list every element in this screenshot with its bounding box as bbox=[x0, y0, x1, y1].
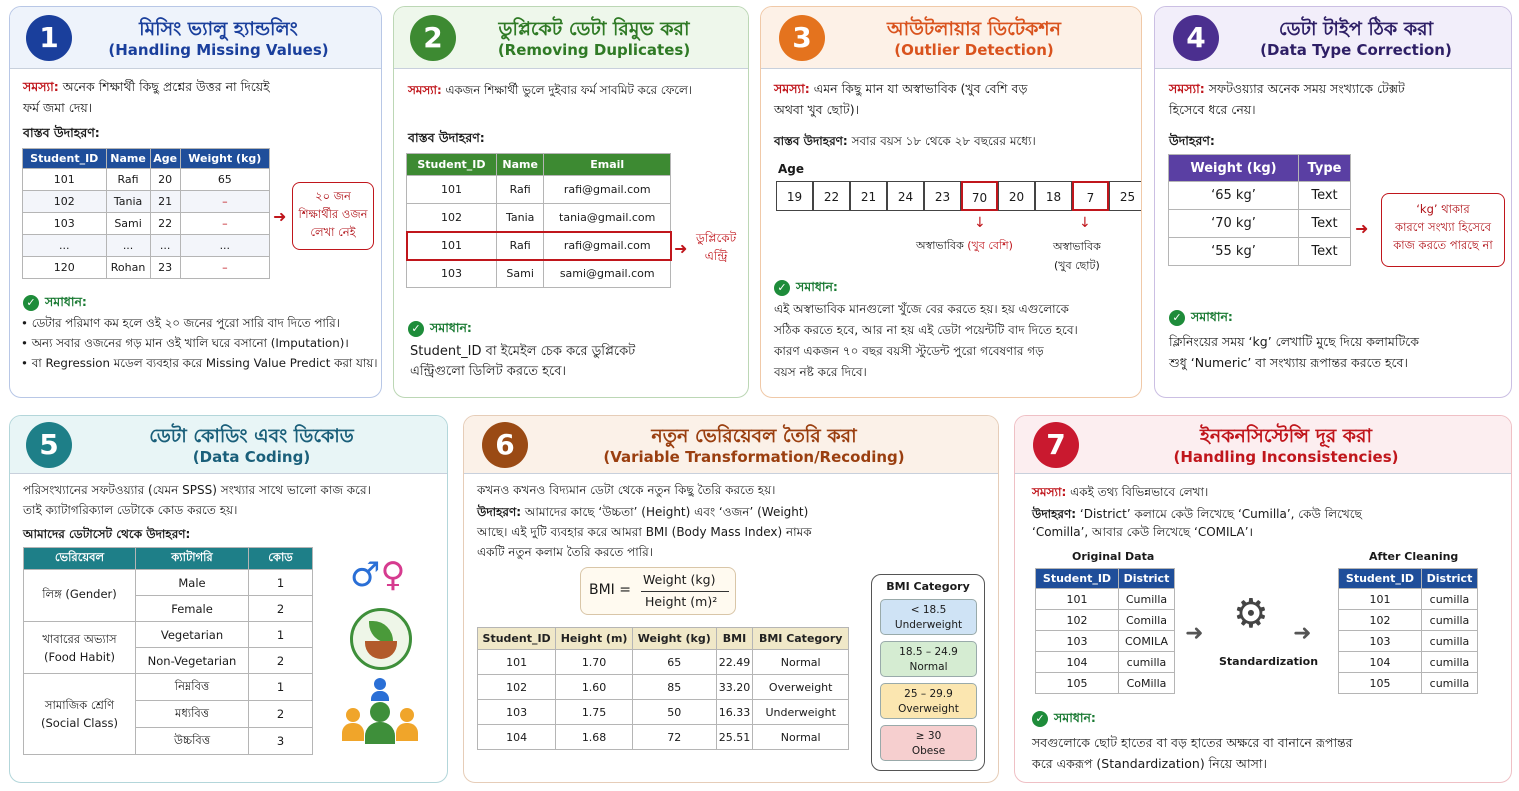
solution-text: সঠিক করতে হবে, আর না হয় এই ডেটা পয়েন্টটি বাদ দিতে হবে। bbox=[774, 323, 1078, 337]
age-value: 22 bbox=[813, 181, 850, 211]
outlier-value: 70 bbox=[961, 181, 998, 211]
outlier-value: 7 bbox=[1072, 181, 1109, 211]
solution-text: সবগুলোকে ছোট হাতের বা বড় হাতের অক্ষরে বা বানানে রূপান্তর bbox=[1032, 735, 1353, 750]
card-title: ইনকনসিস্টেন্সি দূর করা bbox=[1199, 425, 1373, 447]
step-number: 1 bbox=[26, 15, 72, 61]
solution-label: ✓ সমাধান: bbox=[408, 318, 472, 338]
card-header bbox=[1155, 7, 1511, 69]
missing-table: Student_ID Name Age Weight (kg) 101 Rafi 20 65 102 Tania 21 – 103 Sami 22 – ... ... ... ... 120 Rohan 23 – bbox=[22, 148, 270, 279]
solution-text: ক্লিনিংয়ের সময় ‘kg’ লেখাটি মুছে দিয়ে কলামটিকে bbox=[1169, 334, 1420, 349]
standardization-label: Standardization bbox=[1219, 655, 1319, 668]
table-row: 101 1.70 65 22.49 Normal bbox=[478, 650, 849, 675]
card-title: আউটলায়ার ডিটেকশন bbox=[886, 18, 1062, 40]
age-value: 19 bbox=[776, 181, 813, 211]
duplicate-label: ডুপ্লিকেট এন্ট্রি bbox=[696, 231, 737, 263]
table-row: 120 Rohan 23 – bbox=[23, 257, 270, 279]
coding-table: ভেরিয়েবল ক্যাটাগরি কোড লিঙ্গ (Gender) Male 1 Female 2 খাবারের অভ্যাস (Food Habit) Vegetarian 1 Non-Vegetarian 2 সামাজিক শ্রেণি (Social Class) নিম্নবিত্ত 1 মধ্যবিত্ত 2 উচ্চবিত্ত 3 bbox=[23, 547, 313, 755]
problem-text: সমস্যা: একজন শিক্ষার্থী ভুলে দুইবার ফর্ম সাবমিট করে ফেলে। bbox=[408, 83, 692, 97]
card-header bbox=[394, 7, 748, 69]
card-title: ডেটা টাইপ ঠিক করা bbox=[1278, 18, 1434, 40]
card-subtitle: (Variable Transformation/Recoding) bbox=[603, 448, 905, 466]
card-title: ডেটা কোডিং এবং ডিকোড bbox=[149, 425, 354, 447]
card-variable-transformation bbox=[463, 415, 999, 783]
age-value: 20 bbox=[998, 181, 1035, 211]
table-row: 103 cumilla bbox=[1339, 631, 1478, 652]
table-row: 103 COMILA bbox=[1036, 631, 1175, 652]
step-number: 2 bbox=[410, 15, 456, 61]
card-title: ডুপ্লিকেট ডেটা রিমুভ করা bbox=[498, 18, 690, 40]
bmi-category-item bbox=[880, 641, 977, 677]
solution-text: বয়স নষ্ট করে দিবে। bbox=[774, 365, 867, 379]
problem-text-2: হিসেবে ধরে নেয়। bbox=[1169, 102, 1256, 117]
step-number: 5 bbox=[26, 422, 72, 468]
card-subtitle: (Removing Duplicates) bbox=[497, 41, 691, 59]
problem-text: সমস্যা: এমন কিছু মান যা অস্বাভাবিক (খুব বেশি বড় bbox=[774, 81, 1028, 96]
intro-text: কখনও কখনও বিদ্যমান ডেটা থেকে নতুন কিছু তৈরি করতে হয়। bbox=[477, 483, 776, 497]
type-table: Weight (kg) Type ‘65 kg’ Text ‘70 kg’ Text ‘55 kg’ Text bbox=[1168, 154, 1351, 266]
bmi-table: Student_ID Height (m) Weight (kg) BMI BMI Category 101 1.70 65 22.49 Normal 102 1.60 85 33.20 Overweight 103 1.75 50 16.33 Underweight 104 1.68 72 25.51 Normal bbox=[477, 627, 849, 750]
table-row: লিঙ্গ (Gender) Male 1 bbox=[24, 570, 313, 596]
table-row: 102 cumilla bbox=[1339, 610, 1478, 631]
step-number: 6 bbox=[482, 422, 528, 468]
table-row: 103 Sami 22 – bbox=[23, 213, 270, 235]
solution-label: ✓ সমাধান: bbox=[1032, 708, 1096, 728]
male-icon: ♂ bbox=[350, 555, 381, 595]
table-row: 101 Rafi 20 65 bbox=[23, 169, 270, 191]
bmi-range: < 18.5 bbox=[910, 604, 947, 616]
table-row: 101 Cumilla bbox=[1036, 589, 1175, 610]
table-row: 105 CoMilla bbox=[1036, 673, 1175, 694]
table-row: ‘65 kg’ Text bbox=[1169, 182, 1351, 210]
arrow-right-icon: ➜ bbox=[674, 239, 688, 258]
card-header bbox=[1015, 416, 1511, 474]
age-values bbox=[776, 181, 1142, 213]
table-row: 101 cumilla bbox=[1339, 589, 1478, 610]
check-icon: ✓ bbox=[1032, 711, 1048, 727]
arrow-right-icon: ➜ bbox=[1293, 621, 1312, 646]
step-number: 7 bbox=[1033, 422, 1079, 468]
solution-text: Student_ID বা ইমেইল চেক করে ডুপ্লিকেট bbox=[410, 344, 636, 359]
bmi-category-name: Normal bbox=[909, 661, 948, 673]
solution-text: কারণ একজন ৭০ বছর বয়সী স্টুডেন্ট পুরো গবেষণার গড় bbox=[774, 344, 1044, 358]
bmi-category-name: Obese bbox=[911, 745, 946, 757]
table-row: Female 2 bbox=[24, 596, 313, 622]
problem-text-2: অথবা খুব ছোট)। bbox=[774, 102, 860, 117]
step-number: 4 bbox=[1173, 15, 1219, 61]
bmi-category-name: Overweight bbox=[898, 703, 959, 715]
original-table: Student_ID District 101 Cumilla 102 Comilla 103 COMILA 104 cumilla 105 CoMilla bbox=[1035, 568, 1175, 694]
intro-text: তাই ক্যাটাগরিক্যাল ডেটাকে কোড করতে হয়। bbox=[23, 503, 238, 517]
gear-icon: ⚙ bbox=[1233, 591, 1269, 637]
age-value: 21 bbox=[850, 181, 887, 211]
card-header bbox=[10, 7, 381, 69]
card-title: নতুন ভেরিয়েবল তৈরি করা bbox=[651, 425, 857, 447]
bmi-category-legend: BMI Category < 18.5 Underweight 18.5 – 24.9 Normal 25 – 29.9 Overweight ≥ 30 Obese bbox=[871, 574, 985, 771]
table-row: 102 Tania tania@gmail.com bbox=[407, 204, 671, 232]
table-row: 104 1.68 72 25.51 Normal bbox=[478, 725, 849, 750]
gender-icon bbox=[350, 555, 406, 595]
solution-bullet: • অন্য সবার ওজনের গড় মান ওই খালি ঘরে বসানো (Imputation)। bbox=[21, 336, 349, 350]
bmi-category-item bbox=[880, 725, 977, 761]
age-label: Age bbox=[778, 162, 805, 176]
check-icon: ✓ bbox=[774, 280, 790, 296]
table-row: 102 Comilla bbox=[1036, 610, 1175, 631]
card-duplicates bbox=[393, 6, 749, 398]
example-label: বাস্তব উদাহরণ: bbox=[408, 130, 485, 145]
table-row: 105 cumilla bbox=[1339, 673, 1478, 694]
example-text: উদাহরণ: ‘District’ কলামে কেউ লিখেছে ‘Cumilla’, কেউ লিখেছে bbox=[1032, 507, 1362, 521]
table-row: মধ্যবিত্ত 2 bbox=[24, 701, 313, 728]
solution-text: শুধু ‘Numeric’ বা সংখ্যায় রূপান্তর করতে হবে। bbox=[1169, 355, 1408, 370]
card-data-coding bbox=[9, 415, 448, 783]
check-icon: ✓ bbox=[1169, 310, 1185, 326]
table-row: 104 cumilla bbox=[1036, 652, 1175, 673]
table-row: ‘70 kg’ Text bbox=[1169, 210, 1351, 238]
card-inconsistencies bbox=[1014, 415, 1512, 783]
example-label: উদাহরণ: bbox=[1169, 133, 1215, 148]
table-row: 101 Rafi rafi@gmail.com bbox=[407, 176, 671, 204]
bmi-range: ≥ 30 bbox=[915, 730, 942, 742]
solution-text: করে একরূপ (Standardization) নিয়ে আসা। bbox=[1032, 756, 1267, 771]
missing-callout: ২০ জন শিক্ষার্থীর ওজন লেখা নেই bbox=[292, 182, 374, 250]
cleaned-table: Student_ID District 101 cumilla 102 cumilla 103 cumilla 104 cumilla 105 cumilla bbox=[1338, 568, 1478, 694]
age-value: 23 bbox=[924, 181, 961, 211]
example-text: উদাহরণ: আমাদের কাছে ‘উচ্চতা’ (Height) এবং ‘ওজন’ (Weight) bbox=[477, 505, 809, 519]
card-header bbox=[761, 7, 1141, 69]
problem-text: সমস্যা: সফটওয়্যার অনেক সময় সংখ্যাকে টেক্সট bbox=[1169, 81, 1405, 96]
arrow-down-icon: ↓ bbox=[1079, 215, 1091, 231]
arrow-right-icon: ➜ bbox=[273, 207, 287, 226]
bmi-range: 18.5 – 24.9 bbox=[899, 646, 958, 658]
step-number: 3 bbox=[779, 15, 825, 61]
table-row: Non-Vegetarian 2 bbox=[24, 648, 313, 674]
card-subtitle: (Handling Inconsistencies) bbox=[1173, 448, 1399, 466]
bmi-category-item bbox=[880, 599, 977, 635]
table-row: খাবারের অভ্যাস (Food Habit) Vegetarian 1 bbox=[24, 622, 313, 648]
card-subtitle: (Handling Missing Values) bbox=[108, 41, 329, 59]
card-missing-values bbox=[9, 6, 382, 398]
solution-text: এন্ট্রিগুলো ডিলিট করতে হবে। bbox=[410, 364, 567, 379]
table-row: 102 Tania 21 – bbox=[23, 191, 270, 213]
solution-text: এই অস্বাভাবিক মানগুলো খুঁজে বের করতে হয়। হয় এগুলোকে bbox=[774, 302, 1069, 316]
bmi-category-name: Underweight bbox=[894, 619, 963, 631]
table-row: 103 Sami sami@gmail.com bbox=[407, 260, 671, 288]
people-icon bbox=[342, 678, 422, 748]
card-title: মিসিং ভ্যালু হ্যান্ডলিং bbox=[139, 18, 298, 40]
arrow-right-icon: ➜ bbox=[1355, 219, 1369, 238]
problem-text: সমস্যা: একই তথ্য বিভিন্নভাবে লেখা। bbox=[1032, 485, 1209, 499]
card-outliers bbox=[760, 6, 1142, 398]
after-label: After Cleaning bbox=[1369, 550, 1459, 563]
solution-label: ✓ সমাধান: bbox=[23, 292, 87, 312]
bmi-formula: BMI = Weight (kg) Height (m)² bbox=[580, 567, 736, 615]
check-icon: ✓ bbox=[23, 295, 39, 311]
table-row: ‘55 kg’ Text bbox=[1169, 238, 1351, 266]
age-value: 24 bbox=[887, 181, 924, 211]
example-label: বাস্তব উদাহরণ: bbox=[23, 125, 100, 140]
card-data-type bbox=[1154, 6, 1512, 398]
table-row: 104 cumilla bbox=[1339, 652, 1478, 673]
age-value: 18 bbox=[1035, 181, 1072, 211]
table-row: 103 1.75 50 16.33 Underweight bbox=[478, 700, 849, 725]
example-label: আমাদের ডেটাসেট থেকে উদাহরণ: bbox=[23, 527, 191, 541]
duplicate-table: Student_ID Name Email 101 Rafi rafi@gmail.com 102 Tania tania@gmail.com 101 Rafi rafi@gmail.com 103 Sami sami@gmail.com bbox=[406, 153, 671, 288]
food-icon bbox=[350, 608, 412, 670]
card-header bbox=[464, 416, 998, 474]
female-icon: ♀ bbox=[380, 555, 406, 595]
table-row: উচ্চবিত্ত 3 bbox=[24, 728, 313, 755]
check-icon: ✓ bbox=[408, 321, 424, 337]
bmi-category-item bbox=[880, 683, 977, 719]
example-text: আছে। এই দুটি ব্যবহার করে আমরা BMI (Body Mass Index) নামক bbox=[477, 525, 812, 539]
card-subtitle: (Data Coding) bbox=[192, 448, 311, 466]
high-outlier-label: অস্বাভাবিক (খুব বেশি) bbox=[916, 239, 1013, 252]
card-subtitle: (Outlier Detection) bbox=[894, 41, 1054, 59]
bmi-range: 25 – 29.9 bbox=[904, 688, 953, 700]
card-subtitle: (Data Type Correction) bbox=[1260, 41, 1452, 59]
table-row: ... ... ... ... bbox=[23, 235, 270, 257]
intro-text: পরিসংখ্যানের সফটওয়্যার (যেমন SPSS) সংখ্যার সাথে ভালো কাজ করে। bbox=[23, 483, 371, 497]
low-outlier-label: অস্বাভাবিক (খুব ছোট) bbox=[1053, 240, 1101, 272]
problem-text: সমস্যা: অনেক শিক্ষার্থী কিছু প্রশ্নের উত্তর না দিয়েই bbox=[23, 79, 270, 94]
age-value: 25 bbox=[1109, 181, 1142, 211]
type-callout: ‘kg’ থাকার কারণে সংখ্যা হিসেবে কাজ করতে পারছে না bbox=[1381, 193, 1505, 267]
solution-label: ✓ সমাধান: bbox=[774, 277, 838, 297]
card-header bbox=[10, 416, 447, 474]
example-text: একটি নতুন কলাম তৈরি করতে পারি। bbox=[477, 545, 654, 559]
example-text: ‘Comilla’, আবার কেউ লিখেছে ‘COMILA’। bbox=[1032, 525, 1254, 539]
problem-text-2: ফর্ম জমা দেয়। bbox=[23, 100, 93, 115]
table-row: সামাজিক শ্রেণি (Social Class) নিম্নবিত্ত 1 bbox=[24, 674, 313, 701]
duplicate-row: 101 Rafi rafi@gmail.com bbox=[407, 232, 671, 260]
solution-label: ✓ সমাধান: bbox=[1169, 307, 1233, 327]
arrow-right-icon: ➜ bbox=[1185, 621, 1204, 646]
original-label: Original Data bbox=[1072, 550, 1155, 563]
solution-bullet: • বা Regression মডেল ব্যবহার করে Missing Value Predict করা যায়। bbox=[21, 356, 378, 370]
table-row: 102 1.60 85 33.20 Overweight bbox=[478, 675, 849, 700]
arrow-down-icon: ↓ bbox=[974, 215, 986, 231]
example-text: বাস্তব উদাহরণ: সবার বয়স ১৮ থেকে ২৮ বছরের মধ্যে। bbox=[774, 134, 1036, 148]
solution-bullet: • ডেটার পরিমাণ কম হলে ওই ২০ জনের পুরো সারি বাদ দিতে পারি। bbox=[21, 316, 340, 330]
